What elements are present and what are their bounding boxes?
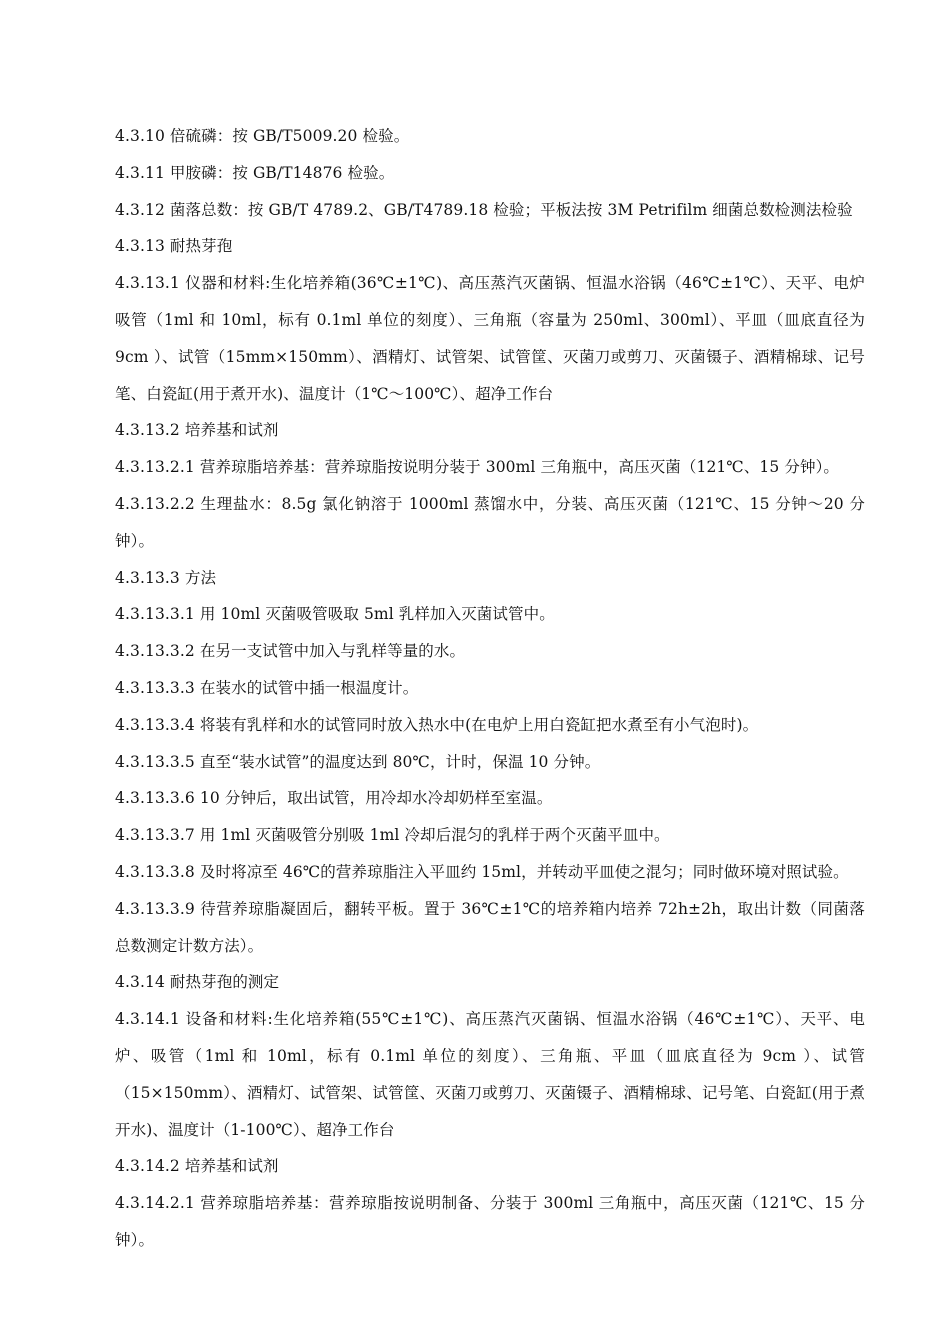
section-4-3-14-1: 4.3.14.1 设备和材料:生化培养箱(55℃±1℃)、高压蒸汽灭菌锅、恒温水浴锅（46℃±1℃）、天平、电炉、吸管（1ml 和 10ml，标有 0.1ml 单位的刻度）、三角瓶、平皿（皿底直径为 9cm ）、试管（15×150mm）、酒精灯、试管架、试管筐、灭菌刀或剪刀、灭菌镊子、酒精棉球、记号笔、白瓷缸(用于煮开水)、温度计（1-100℃）、超净工作台 xyxy=(115,1010,865,1139)
section-4-3-13-3-7: 4.3.13.3.7 用 1ml 灭菌吸管分别吸 1ml 冷却后混匀的乳样于两个灭菌平皿中。 xyxy=(115,826,670,845)
section-4-3-14-2-heading: 4.3.14.2 培养基和试剂 xyxy=(115,1157,279,1176)
section-4-3-13-2-2: 4.3.13.2.2 生理盐水：8.5g 氯化钠溶于 1000ml 蒸馏水中，分装、高压灭菌（121℃、15 分钟～20 分钟）。 xyxy=(115,494,865,550)
section-4-3-13-3-5: 4.3.13.3.5 直至“装水试管”的温度达到 80℃，计时，保温 10 分钟。 xyxy=(115,752,601,771)
section-4-3-12: 4.3.12 菌落总数：按 GB/T 4789.2、GB/T4789.18 检验；平板法按 3M Petrifilm 细菌总数检测法检验 xyxy=(115,200,853,219)
document-page xyxy=(115,118,865,1259)
section-4-3-13-3-2: 4.3.13.3.2 在另一支试管中加入与乳样等量的水。 xyxy=(115,642,466,661)
section-4-3-11: 4.3.11 甲胺磷：按 GB/T14876 检验。 xyxy=(115,163,395,182)
section-4-3-13-3-3: 4.3.13.3.3 在装水的试管中插一根温度计。 xyxy=(115,678,419,697)
section-4-3-13-heading: 4.3.13 耐热芽孢 xyxy=(115,237,233,256)
section-4-3-13-3-8: 4.3.13.3.8 及时将凉至 46℃的营养琼脂注入平皿约 15ml，并转动平皿使之混匀；同时做环境对照试验。 xyxy=(115,862,849,881)
section-4-3-14-heading: 4.3.14 耐热芽孢的测定 xyxy=(115,973,280,992)
section-4-3-13-3-9: 4.3.13.3.9 待营养琼脂凝固后，翻转平板。置于 36℃±1℃的培养箱内培养 72h±2h，取出计数（同菌落总数测定计数方法）。 xyxy=(115,899,865,955)
section-4-3-14-2-1: 4.3.14.2.1 营养琼脂培养基：营养琼脂按说明制备、分装于 300ml 三角瓶中，高压灭菌（121℃、15 分钟）。 xyxy=(115,1194,865,1249)
section-4-3-13-3-6: 4.3.13.3.6 10 分钟后，取出试管，用冷却水冷却奶样至室温。 xyxy=(115,789,553,808)
section-4-3-10: 4.3.10 倍硫磷：按 GB/T5009.20 检验。 xyxy=(115,127,410,145)
section-4-3-13-2-1: 4.3.13.2.1 营养琼脂培养基：营养琼脂按说明分装于 300ml 三角瓶中，高压灭菌（121℃、15 分钟）。 xyxy=(115,458,840,477)
section-4-3-13-3-1: 4.3.13.3.1 用 10ml 灭菌吸管吸取 5ml 乳样加入灭菌试管中。 xyxy=(115,605,555,624)
section-4-3-13-1: 4.3.13.1 仪器和材料:生化培养箱(36℃±1℃)、高压蒸汽灭菌锅、恒温水浴锅（46℃±1℃）、天平、电炉吸管（1ml 和 10ml，标有 0.1ml 单位的刻度）、三角瓶（容量为 250ml、300ml）、平皿（皿底直径为 9cm ）、试管（15mm×150mm）、酒精灯、试管架、试管筐、灭菌刀或剪刀、灭菌镊子、酒精棉球、记号笔、白瓷缸(用于煮开水)、温度计（1℃～100℃）、超净工作台 xyxy=(115,274,865,403)
section-4-3-13-2-heading: 4.3.13.2 培养基和试剂 xyxy=(115,421,279,440)
section-4-3-13-3-4: 4.3.13.3.4 将装有乳样和水的试管同时放入热水中(在电炉上用白瓷缸把水煮至有小气泡时)。 xyxy=(115,715,759,734)
section-4-3-13-3-heading: 4.3.13.3 方法 xyxy=(115,568,217,587)
